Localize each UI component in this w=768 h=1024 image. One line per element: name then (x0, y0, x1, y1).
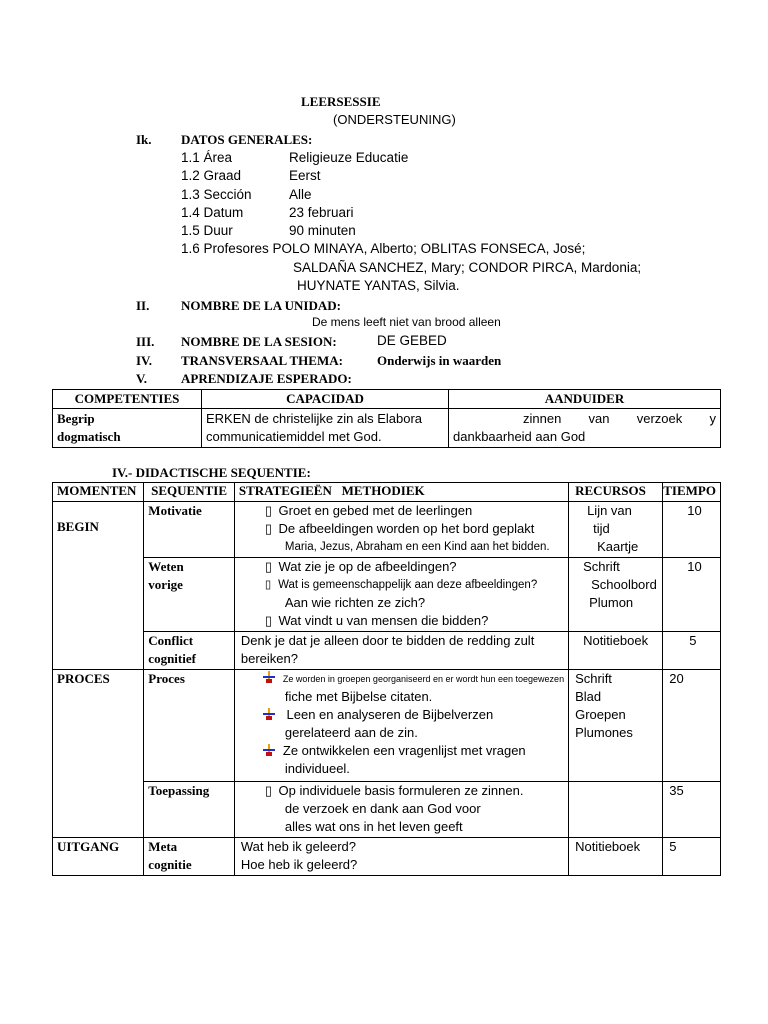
resource-text: Groepen (575, 707, 626, 722)
resource-text: Notitieboek (575, 839, 641, 854)
profesores-line: SALDAÑA SANCHEZ, Mary; CONDOR PIRCA, Mardonia; (293, 260, 642, 275)
section-number: II. (136, 298, 150, 313)
section-heading: DATOS GENERALES: (181, 132, 313, 147)
strategy-cell (234, 558, 568, 632)
resource-text: Blad (575, 689, 602, 704)
strategy-text: Ze worden in groepen georganiseerd en er wordt hun een toegewezen (282, 674, 565, 684)
time-cell (663, 632, 721, 670)
strategy-cell (234, 670, 568, 782)
competence-text: dogmatisch (57, 429, 121, 444)
time-cell (663, 558, 721, 632)
sequence-cell (144, 502, 235, 558)
colored-flag-bullet-icon (263, 708, 275, 720)
missing-glyph-box-icon: ▯ (264, 559, 273, 574)
missing-glyph-box-icon: ▯ (264, 613, 273, 628)
general-value: 23 februari (289, 205, 354, 220)
general-key: 1.2 Graad (181, 168, 242, 183)
indicator-text: dankbaarheid aan God (453, 429, 586, 444)
column-header: SEQUENTIE (144, 483, 235, 502)
sequence-title: IV.- DIDACTISCHE SEQUENTIE: (112, 465, 311, 480)
moment-label: PROCES (57, 671, 110, 686)
moment-cell (53, 502, 144, 670)
sequence-cell (144, 632, 235, 670)
strategy-text: Leen en analyseren de Bijbelverzen (286, 707, 494, 722)
resource-text: tijd (593, 521, 610, 536)
session-name: DE GEBED (377, 333, 447, 348)
column-header: CAPACIDAD (202, 390, 449, 409)
strategy-text: individueel. (284, 761, 350, 776)
general-key: 1.4 Datum (181, 205, 244, 220)
resource-text: Schrift (575, 671, 612, 686)
time-value: 10 (687, 503, 702, 518)
profesores-line: 1.6 Profesores POLO MINAYA, Alberto; OBLITAS FONSECA, José; (181, 241, 586, 256)
resource-text: Schrift (583, 559, 620, 574)
column-header: COMPETENTIES (53, 390, 202, 409)
document-subtitle: (ONDERSTEUNING) (333, 112, 456, 127)
sequence-cell (144, 782, 235, 838)
general-key: 1.1 Área (181, 150, 233, 165)
general-value: 90 minuten (289, 223, 356, 238)
time-cell (663, 782, 721, 838)
resource-text: Lijn van (587, 503, 632, 518)
indicator-word: zinnen (523, 411, 562, 426)
sequence-cell (144, 558, 235, 632)
column-header: STRATEGIEËN METHODIEK (234, 483, 568, 502)
competence-cell (53, 409, 202, 448)
resource-text: Plumon (589, 595, 634, 610)
section-heading: NOMBRE DE LA SESION: (181, 334, 337, 349)
indicator-word: verzoek (636, 411, 683, 426)
sequence-table (52, 482, 721, 876)
moment-cell (53, 838, 144, 876)
capacity-cell (202, 409, 449, 448)
column-header: AANDUIDER (449, 390, 721, 409)
time-cell (663, 838, 721, 876)
time-cell (663, 670, 721, 782)
column-header: RECURSOS (569, 483, 663, 502)
sequence-cell (144, 838, 235, 876)
missing-glyph-box-icon: ▯ (264, 503, 273, 518)
profesores-line: HUYNATE YANTAS, Silvia. (297, 278, 460, 293)
strategy-cell (234, 632, 568, 670)
indicator-line (453, 410, 716, 428)
strategy-text: Op individuele basis formuleren ze zinnen. (278, 783, 524, 798)
unit-name: De mens leeft niet van brood alleen (312, 315, 501, 329)
time-value: 5 (689, 633, 697, 648)
strategy-text: Wat vindt u van mensen die bidden? (278, 613, 489, 628)
section-heading: NOMBRE DE LA UNIDAD: (181, 298, 341, 313)
strategy-text: De afbeeldingen worden op het bord geplakt (278, 521, 535, 536)
sequence-label: Meta (148, 839, 178, 854)
sequence-label: vorige (148, 577, 183, 592)
moment-cell (53, 670, 144, 838)
resource-cell (569, 502, 663, 558)
time-value: 10 (687, 559, 702, 574)
strategy-text: fiche met Bijbelse citaten. (284, 689, 433, 704)
colored-flag-bullet-icon (263, 744, 275, 756)
indicator-cell (449, 409, 721, 448)
section-heading: APRENDIZAJE ESPERADO: (181, 371, 352, 386)
indicator-word: y (709, 411, 716, 426)
time-value: 5 (669, 839, 677, 854)
resource-text: Schoolbord (591, 577, 657, 592)
capacity-text: communicatiemiddel met God. (206, 429, 382, 444)
strategy-cell (234, 502, 568, 558)
general-value: Religieuze Educatie (289, 150, 409, 165)
time-cell (663, 502, 721, 558)
missing-glyph-box-icon: ▯ (264, 521, 273, 536)
resource-text: Notitieboek (583, 633, 649, 648)
colored-flag-bullet-icon (263, 671, 275, 683)
competence-table (52, 389, 721, 448)
theme-value: Onderwijs in waarden (377, 353, 502, 368)
indicator-word: van (588, 411, 610, 426)
general-key: 1.5 Duur (181, 223, 233, 238)
moment-label: BEGIN (57, 519, 99, 534)
strategy-text: Ze ontwikkelen een vragenlijst met vragen (282, 743, 526, 758)
sequence-label: cognitief (148, 651, 196, 666)
sequence-label: Motivatie (148, 503, 202, 518)
sequence-label: Weten (148, 559, 184, 574)
resource-text: Plumones (575, 725, 633, 740)
section-heading: TRANSVERSAAL THEMA: (181, 353, 343, 368)
resource-cell (569, 558, 663, 632)
document-title: LEERSESSIE (301, 94, 381, 109)
strategy-cell (234, 782, 568, 838)
missing-glyph-box-icon: ▯ (264, 783, 273, 798)
strategy-text: Aan wie richten ze zich? (284, 595, 426, 610)
strategy-text: Hoe heb ik geleerd? (240, 857, 358, 872)
strategy-text: de verzoek en dank aan God voor (284, 801, 481, 816)
general-value: Eerst (289, 168, 321, 183)
time-value: 20 (669, 671, 684, 686)
resource-cell (569, 632, 663, 670)
general-key: 1.3 Sección (181, 187, 252, 202)
section-number: IV. (136, 353, 153, 368)
resource-cell (569, 838, 663, 876)
sequence-label: cognitie (148, 857, 192, 872)
strategy-text: Denk je dat je alleen door te bidden de redding zult bereiken? (240, 633, 535, 666)
resource-cell (569, 782, 663, 838)
competence-text: Begrip (57, 411, 95, 426)
strategy-text: Wat is gemeenschappelijk aan deze afbeeldingen? (278, 579, 538, 591)
time-value: 35 (669, 783, 684, 798)
moment-label: UITGANG (57, 839, 120, 854)
sequence-label: Conflict (148, 633, 194, 648)
strategy-text: Groet en gebed met de leerlingen (278, 503, 473, 518)
section-number: V. (136, 371, 147, 386)
section-number: III. (136, 334, 155, 349)
strategy-text: Maria, Jezus, Abraham en een Kind aan het bidden. (284, 541, 550, 553)
strategy-cell (234, 838, 568, 876)
column-header: TIEMPO (663, 483, 721, 502)
resource-cell (569, 670, 663, 782)
strategy-text: gerelateerd aan de zin. (284, 725, 418, 740)
sequence-label: Toepassing (148, 783, 210, 798)
strategy-text: alles wat ons in het leven geeft (284, 819, 463, 834)
missing-glyph-box-icon: ▯ (264, 579, 272, 591)
strategy-text: Wat heb ik geleerd? (240, 839, 357, 854)
capacity-text: ERKEN de christelijke zin als Elabora (206, 411, 423, 426)
strategy-text: Wat zie je op de afbeeldingen? (278, 559, 457, 574)
resource-text: Kaartje (597, 539, 639, 554)
column-header: MOMENTEN (53, 483, 144, 502)
sequence-cell (144, 670, 235, 782)
sequence-label: Proces (148, 671, 185, 686)
general-value: Alle (289, 187, 312, 202)
section-number: Ik. (136, 132, 152, 147)
